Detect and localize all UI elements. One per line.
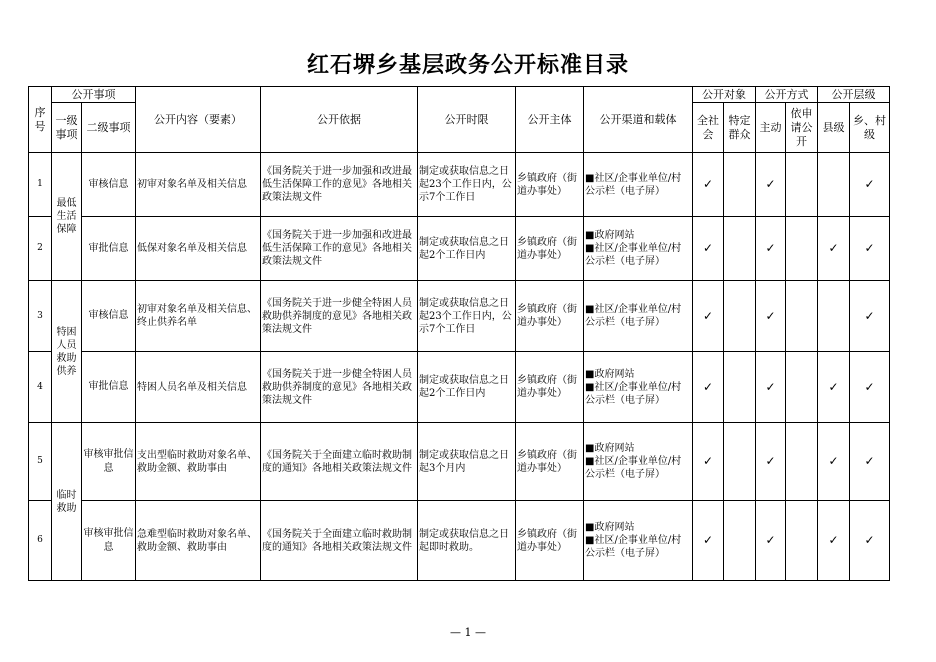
table-row [29, 217, 890, 281]
row-active-check: ✓ [756, 153, 786, 217]
row-content: 急难型临时救助对象名单、救助金额、救助事由 [136, 501, 261, 581]
row-county-check [818, 153, 850, 217]
row-level2: 审批信息 [82, 352, 136, 423]
row-subject: 乡镇政府（街道办事处） [516, 501, 584, 581]
header-target: 公开对象 [693, 87, 756, 103]
row-active-check: ✓ [756, 281, 786, 352]
row-county-check: ✓ [818, 352, 850, 423]
header-channel: 公开渠道和载体 [584, 87, 693, 153]
header-seq: 序号 [29, 87, 52, 153]
group-name: 临时救助 [52, 423, 82, 581]
row-channel: ■政府网站 ■社区/企事业单位/村公示栏（电子屏） [584, 423, 693, 501]
header-basis: 公开依据 [261, 87, 418, 153]
row-all-check: ✓ [693, 501, 724, 581]
document-title: 红石堺乡基层政务公开标准目录 [306, 53, 629, 78]
table-row [29, 501, 890, 581]
header-subject: 公开主体 [516, 87, 584, 153]
row-basis: 《国务院关于全面建立临时救助制度的通知》各地相关政策法规文件 [261, 501, 418, 581]
row-township-check: ✓ [850, 281, 890, 352]
row-township-check: ✓ [850, 501, 890, 581]
row-county-check: ✓ [818, 501, 850, 581]
header-level-township: 乡、村级 [850, 103, 890, 153]
row-level2: 审核信息 [82, 281, 136, 352]
row-seq: 6 [29, 501, 52, 581]
header-method: 公开方式 [756, 87, 818, 103]
row-all-check: ✓ [693, 281, 724, 352]
row-seq: 1 [29, 153, 52, 217]
row-specific-check [724, 281, 756, 352]
row-content: 支出型临时救助对象名单、救助金额、救助事由 [136, 423, 261, 501]
row-content: 初审对象名单及相关信息、终止供养名单 [136, 281, 261, 352]
row-time-limit: 制定或获取信息之日起即时救助。 [418, 501, 516, 581]
row-active-check: ✓ [756, 423, 786, 501]
row-request-check [786, 352, 818, 423]
row-specific-check [724, 217, 756, 281]
row-time-limit: 制定或获取信息之日起23个工作日内，公示7个工作日 [418, 281, 516, 352]
row-township-check: ✓ [850, 352, 890, 423]
row-channel: ■政府网站 ■社区/企事业单位/村公示栏（电子屏） [584, 217, 693, 281]
row-all-check: ✓ [693, 423, 724, 501]
table-row [29, 352, 890, 423]
row-subject: 乡镇政府（街道办事处） [516, 281, 584, 352]
row-basis: 《国务院关于进一步加强和改进最低生活保障工作的意见》各地相关政策法规文件 [261, 153, 418, 217]
row-level2: 审核信息 [82, 153, 136, 217]
header-level-county: 县级 [818, 103, 850, 153]
header-public-items: 公开事项 [52, 87, 136, 103]
row-all-check: ✓ [693, 352, 724, 423]
row-time-limit: 制定或获取信息之日起2个工作日内 [418, 352, 516, 423]
row-request-check [786, 281, 818, 352]
header-content: 公开内容（要素） [136, 87, 261, 153]
row-basis: 《国务院关于进一步健全特困人员救助供养制度的意见》各地相关政策法规文件 [261, 281, 418, 352]
table-row [29, 423, 890, 501]
row-request-check [786, 217, 818, 281]
row-request-check [786, 153, 818, 217]
row-active-check: ✓ [756, 501, 786, 581]
row-specific-check [724, 423, 756, 501]
row-basis: 《国务院关于全面建立临时救助制度的通知》各地相关政策法规文件 [261, 423, 418, 501]
group-name: 最低生活保障 [52, 153, 82, 281]
row-county-check: ✓ [818, 423, 850, 501]
header-level: 公开层级 [818, 87, 890, 103]
row-specific-check [724, 352, 756, 423]
row-township-check: ✓ [850, 153, 890, 217]
row-seq: 3 [29, 281, 52, 352]
row-channel: ■政府网站 ■社区/企事业单位/村公示栏（电子屏） [584, 352, 693, 423]
header-time-limit: 公开时限 [418, 87, 516, 153]
row-seq: 4 [29, 352, 52, 423]
row-county-check: ✓ [818, 217, 850, 281]
row-subject: 乡镇政府（街道办事处） [516, 352, 584, 423]
row-seq: 2 [29, 217, 52, 281]
table-row [29, 281, 890, 352]
row-subject: 乡镇政府（街道办事处） [516, 153, 584, 217]
header-target-all: 全社会 [693, 103, 724, 153]
row-all-check: ✓ [693, 217, 724, 281]
header-method-active: 主动 [756, 103, 786, 153]
row-channel: ■政府网站 ■社区/企事业单位/村公示栏（电子屏） [584, 501, 693, 581]
row-active-check: ✓ [756, 352, 786, 423]
header-method-request: 依申请公开 [786, 103, 818, 153]
header-level1: 一级事项 [52, 103, 82, 153]
row-township-check: ✓ [850, 217, 890, 281]
row-channel: ■社区/企事业单位/村公示栏（电子屏） [584, 281, 693, 352]
row-request-check [786, 423, 818, 501]
row-time-limit: 制定或获取信息之日起3个月内 [418, 423, 516, 501]
row-basis: 《国务院关于进一步健全特困人员救助供养制度的意见》各地相关政策法规文件 [261, 352, 418, 423]
table-row [29, 153, 890, 217]
row-basis: 《国务院关于进一步加强和改进最低生活保障工作的意见》各地相关政策法规文件 [261, 217, 418, 281]
row-content: 低保对象名单及相关信息 [136, 217, 261, 281]
catalog-table [28, 86, 890, 581]
row-seq: 5 [29, 423, 52, 501]
row-county-check [818, 281, 850, 352]
row-channel: ■社区/企事业单位/村公示栏（电子屏） [584, 153, 693, 217]
row-content: 特困人员名单及相关信息 [136, 352, 261, 423]
row-level2: 审核审批信息 [82, 423, 136, 501]
row-township-check: ✓ [850, 423, 890, 501]
row-all-check: ✓ [693, 153, 724, 217]
row-subject: 乡镇政府（街道办事处） [516, 217, 584, 281]
row-specific-check [724, 153, 756, 217]
row-level2: 审核审批信息 [82, 501, 136, 581]
row-time-limit: 制定或获取信息之日起23个工作日内，公示7个工作日 [418, 153, 516, 217]
header-target-specific: 特定群众 [724, 103, 756, 153]
row-active-check: ✓ [756, 217, 786, 281]
group-name: 特困人员救助供养 [52, 281, 82, 423]
row-request-check [786, 501, 818, 581]
row-content: 初审对象名单及相关信息 [136, 153, 261, 217]
header-level2: 二级事项 [82, 103, 136, 153]
row-level2: 审批信息 [82, 217, 136, 281]
row-subject: 乡镇政府（街道办事处） [516, 423, 584, 501]
row-specific-check [724, 501, 756, 581]
row-time-limit: 制定或获取信息之日起2个工作日内 [418, 217, 516, 281]
page-number: — 1 — [450, 626, 486, 639]
